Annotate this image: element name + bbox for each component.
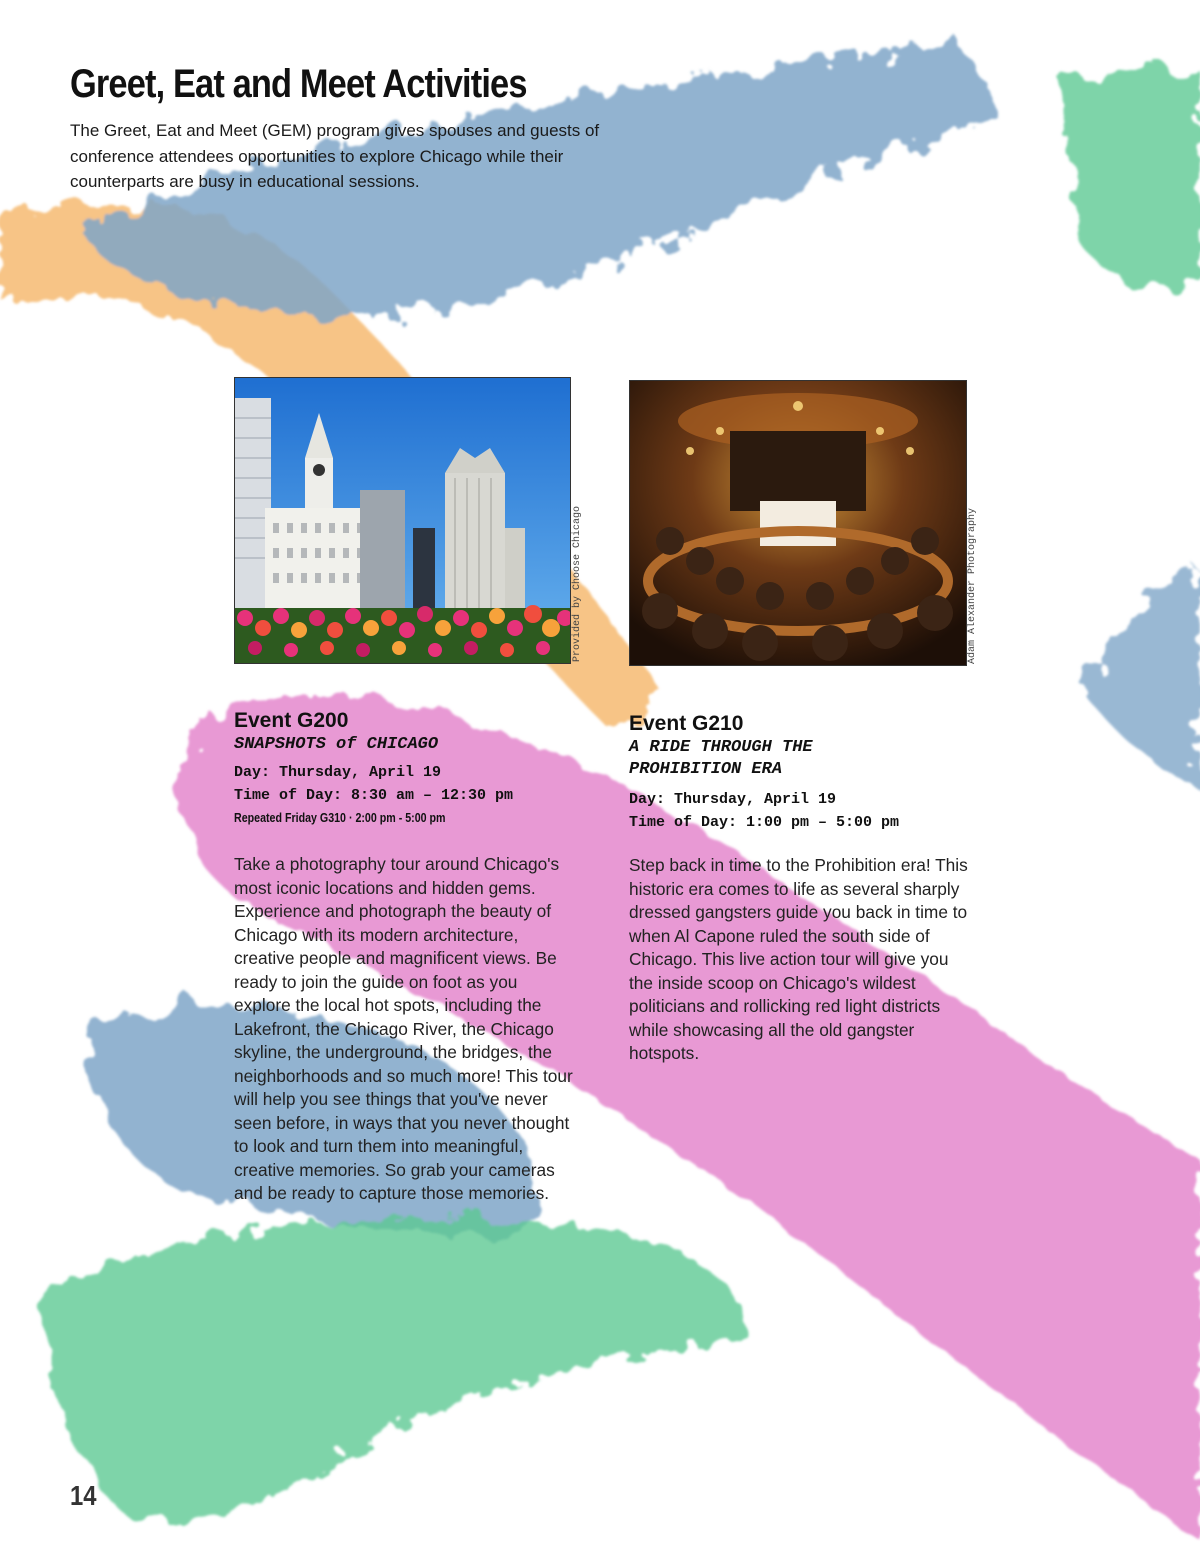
- event-repeat: Repeated Friday G310 · 2:00 pm - 5:00 pm: [234, 810, 446, 825]
- event-name: A RIDE THROUGH THE PROHIBITION ERA: [629, 738, 813, 779]
- event-code: Event G210: [629, 712, 744, 735]
- event-time: Time of Day: 1:00 pm – 5:00 pm: [629, 813, 900, 831]
- page-number: 14: [70, 1480, 97, 1511]
- event-day: Day: Thursday, April 19: [629, 791, 837, 808]
- event-name: [234, 734, 574, 756]
- event-name-part: of: [336, 735, 357, 754]
- event-g210: [629, 711, 969, 1066]
- event-day: Day: Thursday, April 19: [234, 764, 442, 781]
- page-title: Greet, Eat and Meet Activities: [70, 62, 527, 106]
- event-time: Time of Day: 8:30 am – 12:30 pm: [234, 786, 514, 804]
- prohibition-bar-photo: [629, 380, 967, 666]
- photo-credit-1: Provided by Choose Chicago: [572, 505, 583, 662]
- event-g200: [234, 708, 574, 1206]
- event-name-part: SNAPSHOTS: [234, 735, 337, 754]
- event-name-part: CHICAGO: [356, 735, 439, 754]
- event-description: Step back in time to the Prohibition era! This historic era comes to life as several sharply dressed gangsters guide you back in time to when Al Capone ruled the south side of Chicago. This live action tour will give you the inside scoop on Chicago's wildest politicians and rollicking red light districts while showcasing all the old gangster hotspots.: [629, 855, 968, 1063]
- chicago-skyline-photo: [234, 377, 571, 664]
- event-description: Take a photography tour around Chicago's most iconic locations and hidden gems. Experience and photograph the beauty of Chicago with its modern architecture, creative people and magnificent views. Be ready to join the guide on foot as you explore the local hot spots, including the Lakefront, the Chicago River, the Chicago skyline, the underground, the bridges, the neighborhoods and so much more! This tour will help you see things that you've never seen before, in ways that you never thought to look and turn them into meaningful, creative memories. So grab your cameras and be ready to capture those memories.: [234, 854, 573, 1203]
- intro-paragraph: The Greet, Eat and Meet (GEM) program gives spouses and guests of conference attendees opportunities to explore Chicago while their counterparts are busy in educational sessions.: [70, 121, 600, 191]
- event-code: Event G200: [234, 709, 349, 732]
- photo-credit-2: Adam Alexander Photography: [967, 507, 978, 664]
